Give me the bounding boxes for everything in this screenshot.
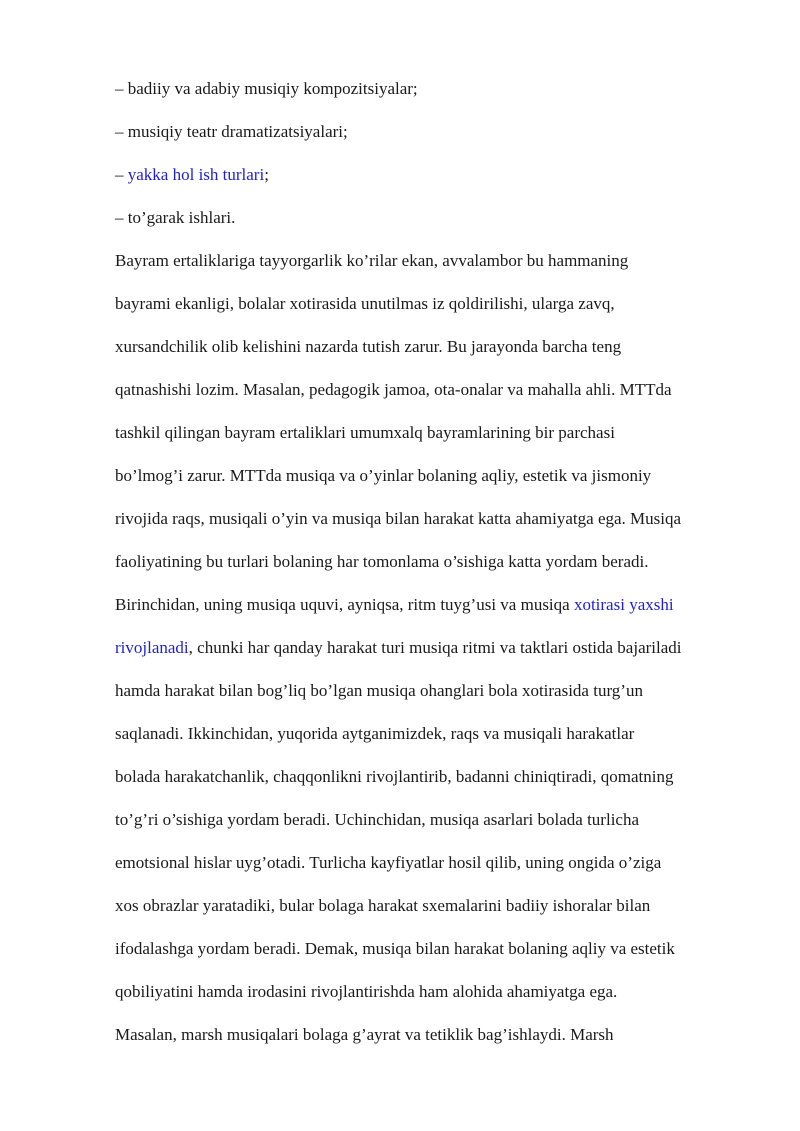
text-segment: – badiiy va adabiy musiqiy kompozitsiyalar; [115,79,418,98]
text-segment: ifodalashga yordam beradi. Demak, musiqa bilan harakat bolaning aqliy va estetik [115,939,675,958]
text-line [115,809,639,831]
text-line [115,1024,614,1046]
text-line [115,895,650,917]
text-line [115,121,348,143]
hyperlink[interactable]: yakka hol ish turlari [127,165,265,184]
text-line [115,981,617,1003]
text-line [115,207,235,229]
text-segment: emotsional hislar uyg’otadi. Turlicha kayfiyatlar hosil qilib, uning ongida o’ziga [115,853,662,872]
text-line [115,723,634,745]
text-line [115,766,674,788]
text-segment: , chunki har qanday harakat turi musiqa ritmi va taktlari ostida bajariladi [188,638,682,657]
text-segment: ; [264,165,269,184]
text-segment: Bayram ertaliklariga tayyorgarlik ko’rilar ekan, avvalambor bu hammaning [115,251,629,270]
hyperlink[interactable]: xotirasi yaxshi [573,595,674,614]
text-segment: bolada harakatchanlik, chaqqonlikni rivojlantirib, badanni chiniqtiradi, qomatning [115,767,674,786]
text-segment: to’g’ri o’sishiga yordam beradi. Uchinchidan, musiqa asarlari bolada turlicha [115,810,640,829]
text-line [115,465,651,487]
text-line [115,78,418,100]
text-segment: saqlanadi. Ikkinchidan, yuqorida aytganimizdek, raqs va musiqali harakatlar [115,724,635,743]
text-line [115,336,621,358]
hyperlink[interactable]: rivojlanadi [115,638,189,657]
text-segment: xursandchilik olib kelishini nazarda tutish zarur. Bu jarayonda barcha teng [115,337,622,356]
text-segment: hamda harakat bilan bog’liq bo’lgan musiqa ohanglari bola xotirasida turg’un [115,681,643,700]
text-line [115,551,648,573]
text-line [115,422,615,444]
text-segment: tashkil qilingan bayram ertaliklari umumxalq bayramlarining bir parchasi [115,423,615,442]
text-line [115,508,681,530]
text-segment: qobiliyatini hamda irodasini rivojlantirishda ham alohida ahamiyatga ega. [115,982,618,1001]
text-line [115,164,269,186]
text-line [115,938,675,960]
text-segment: – musiqiy teatr dramatizatsiyalari; [115,122,348,141]
text-segment: rivojida raqs, musiqali o’yin va musiqa bilan harakat katta ahamiyatga ega. Musiqa [115,509,682,528]
text-segment: qatnashishi lozim. Masalan, pedagogik jamoa, ota-onalar va mahalla ahli. MTTda [115,380,672,399]
text-segment: bayrami ekanligi, bolalar xotirasida unutilmas iz qoldirilishi, ularga zavq, [115,294,615,313]
text-line [115,594,674,616]
text-line [115,293,615,315]
text-line [115,250,628,272]
text-segment: xos obrazlar yaratadiki, bular bolaga harakat sxemalarini badiiy ishoralar bilan [115,896,651,915]
text-segment: Birinchidan, uning musiqa uquvi, ayniqsa, ritm tuyg’usi va musiqa [115,595,574,614]
text-line [115,680,643,702]
text-line [115,637,682,659]
text-line [115,379,672,401]
text-segment: – to’garak ishlari. [115,208,236,227]
text-segment: – [115,165,128,184]
text-segment: Masalan, marsh musiqalari bolaga g’ayrat va tetiklik bag’ishlaydi. Marsh [115,1025,614,1044]
text-segment: bo’lmog’i zarur. MTTda musiqa va o’yinlar bolaning aqliy, estetik va jismoniy [115,466,652,485]
text-line [115,852,661,874]
text-segment: faoliyatining bu turlari bolaning har tomonlama o’sishiga katta yordam beradi. [115,552,649,571]
